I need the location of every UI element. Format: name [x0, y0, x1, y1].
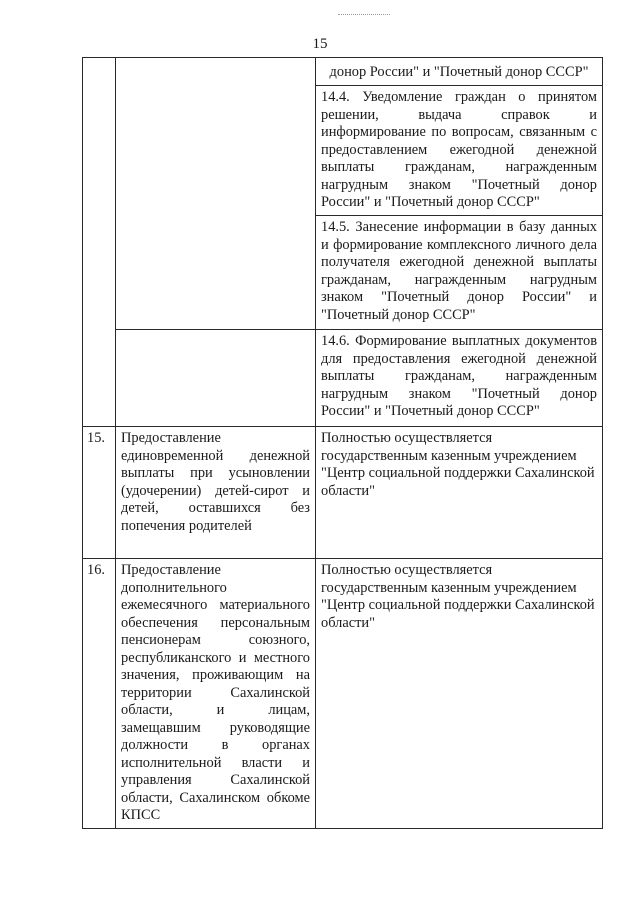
table-row: [83, 330, 603, 427]
row-number-cell: 16.: [83, 559, 116, 829]
service-cell: [116, 58, 316, 330]
task-cell: 14.6. Формирование выплатных документов для предоставления ежегодной денежной выплаты гражданам, награжденным нагрудным знаком "Почетный донор России" и "Почетный донор СССР": [316, 330, 603, 427]
task-cell: донор России" и "Почетный донор СССР": [316, 58, 603, 86]
row-number-cell: [83, 58, 116, 427]
service-cell: Предоставление единовременной денежной выплаты при усыновлении (удочерении) детей-сирот и детей, оставшихся без попечения родителей: [116, 427, 316, 559]
task-cell: Полностью осуществляется государственным казенным учреждением "Центр социальной поддержки Сахалинской области": [316, 559, 603, 829]
scan-artifact: [338, 14, 390, 19]
page-number: 15: [312, 36, 328, 52]
service-cell: Предоставление дополнительного ежемесячного материального обеспечения персональным пенсионерам союзного, республиканского и местного значения, проживающим на территории Сахалинской области, и лицам, замещавшим руководящие должности в органах исполнительной власти и управления Сахалинской области, Сахалинском обкоме КПСС: [116, 559, 316, 829]
row-number-cell: 15.: [83, 427, 116, 559]
table-row: [83, 559, 603, 829]
task-cell: Полностью осуществляется государственным казенным учреждением "Центр социальной поддержки Сахалинской области": [316, 427, 603, 559]
table-row: [83, 58, 603, 86]
task-cell: 14.5. Занесение информации в базу данных и формирование комплексного личного дела получателя ежегодной денежной выплаты гражданам, награжденным нагрудным знаком "Почетный донор России" и "Почетный донор СССР": [316, 216, 603, 330]
table-row: [83, 427, 603, 559]
services-table: [82, 57, 603, 829]
task-cell: 14.4. Уведомление граждан о принятом решении, выдача справок и информирование по вопросам, связанным с предоставлением ежегодной денежной выплаты гражданам, награжденным нагрудным знаком "Почетный донор России" и "Почетный донор СССР": [316, 86, 603, 216]
service-cell: [116, 330, 316, 427]
